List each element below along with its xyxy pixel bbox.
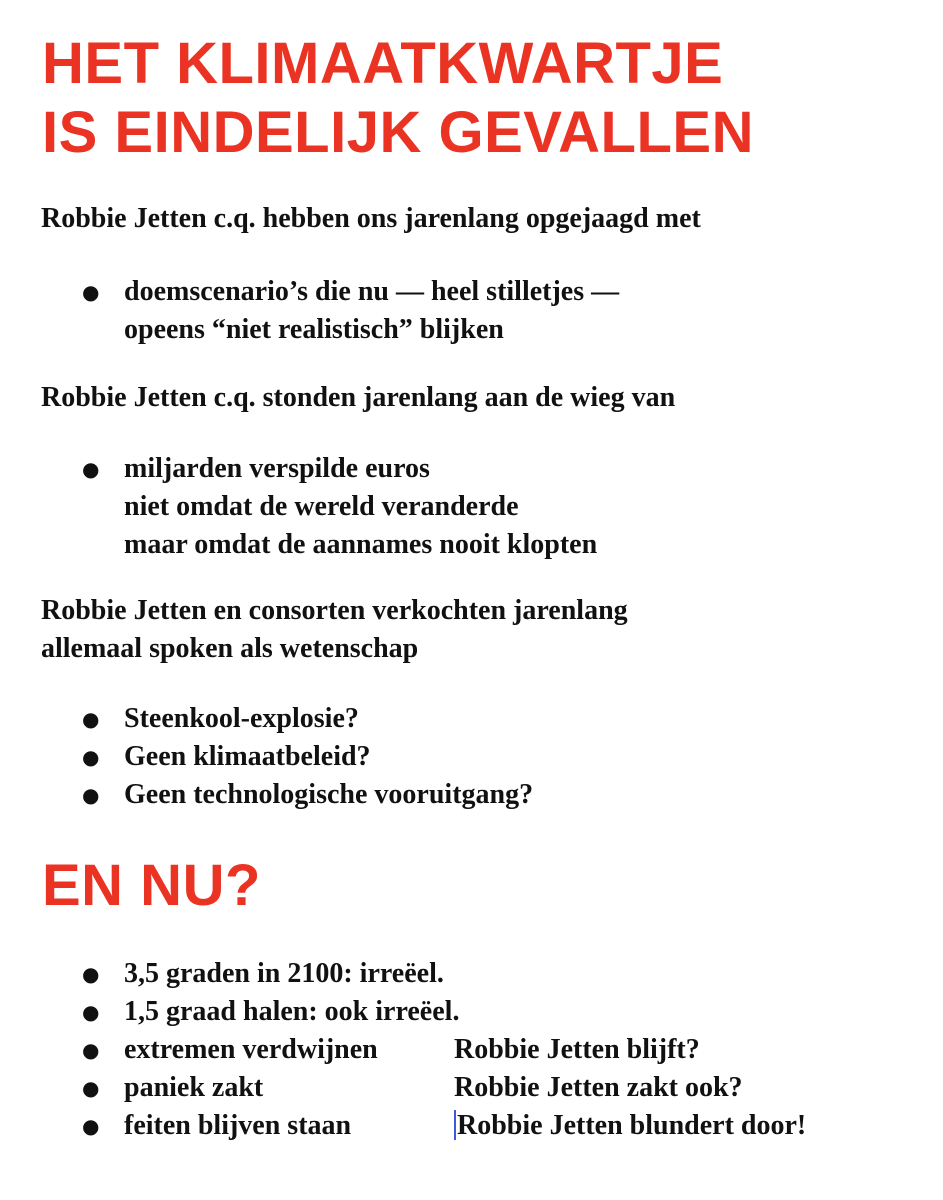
list-item-line: maar omdat de aannames nooit klopten — [124, 529, 598, 560]
list-item — [82, 993, 806, 1031]
list-item-right-text: Robbie Jetten blijft? — [454, 1034, 700, 1065]
list-item-line: doemscenario’s die nu — heel stilletjes — — [124, 276, 620, 307]
subheadline-text: EN NU? — [42, 853, 261, 918]
paragraph — [41, 592, 628, 668]
list-item-text: 1,5 graad halen: ook irreëel. — [124, 996, 460, 1027]
list-item — [82, 955, 806, 993]
bullet-icon: ● — [82, 707, 100, 731]
list-item — [82, 273, 619, 349]
paragraph-line: Robbie Jetten c.q. hebben ons jarenlang opgejaagd met — [41, 203, 701, 234]
list-item — [82, 1107, 806, 1145]
bullet-icon: ● — [82, 457, 100, 481]
list-item-left-text: paniek zakt — [124, 1072, 264, 1103]
list-item-line: opeens “niet realistisch” blijken — [124, 314, 504, 345]
bullet-icon: ● — [82, 745, 100, 769]
paragraph-line: Robbie Jetten en consorten verkochten jarenlang — [41, 595, 628, 626]
list-item-line: Steenkool-explosie? — [124, 703, 359, 734]
paragraph — [41, 200, 701, 238]
list-item-text: 3,5 graden in 2100: irreëel. — [124, 958, 444, 989]
bullet-icon: ● — [82, 1038, 100, 1062]
list-item — [82, 1031, 806, 1069]
bullet-icon: ● — [82, 280, 100, 304]
paragraph-line: allemaal spoken als wetenschap — [41, 633, 419, 664]
paragraph — [41, 379, 675, 417]
final-bullet-list — [82, 955, 806, 1145]
headline — [42, 31, 754, 165]
list-item-line: Geen technologische vooruitgang? — [124, 779, 534, 810]
list-item — [82, 776, 533, 814]
list-item — [82, 738, 533, 776]
list-item-line: Geen klimaatbeleid? — [124, 741, 371, 772]
bullet-list — [82, 700, 533, 814]
bullet-icon: ● — [82, 1000, 100, 1024]
headline-line: HET KLIMAATKWARTJE — [42, 31, 724, 96]
list-item — [82, 1069, 806, 1107]
bullet-icon: ● — [82, 783, 100, 807]
paragraph-line: Robbie Jetten c.q. stonden jarenlang aan de wieg van — [41, 382, 676, 413]
headline-line: IS EINDELIJK GEVALLEN — [42, 100, 754, 165]
bullet-icon: ● — [82, 1076, 100, 1100]
bullet-icon: ● — [82, 962, 100, 986]
list-item-right-text: Robbie Jetten zakt ook? — [454, 1072, 743, 1103]
text-cursor — [454, 1110, 456, 1140]
bullet-list — [82, 450, 597, 564]
bullet-icon: ● — [82, 1114, 100, 1138]
list-item-line: niet omdat de wereld veranderde — [124, 491, 519, 522]
bullet-list — [82, 273, 619, 349]
list-item-line: miljarden verspilde euros — [124, 453, 430, 484]
list-item — [82, 700, 533, 738]
list-item-left-text: feiten blijven staan — [124, 1110, 352, 1141]
list-item-left-text: extremen verdwijnen — [124, 1034, 378, 1065]
list-item — [82, 450, 597, 564]
list-item-right-text: Robbie Jetten blundert door! — [457, 1110, 807, 1141]
subheadline — [42, 853, 261, 918]
